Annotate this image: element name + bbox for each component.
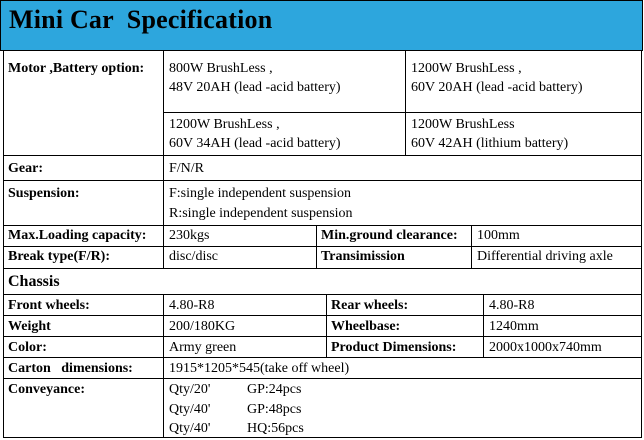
- ground-clearance-label: Min.ground clearance:: [321, 228, 458, 243]
- front-wheels-value: 4.80-R8: [169, 298, 215, 313]
- conveyance-capacity: GP:48pcs: [247, 402, 302, 417]
- rear-wheels-label: Rear wheels:: [331, 298, 409, 313]
- divider: [3, 294, 642, 295]
- conveyance-qty: Qty/40': [169, 402, 211, 417]
- motor-option-2-line2: 60V 20AH (lead -acid battery): [411, 80, 583, 95]
- color-value: Army green: [169, 340, 237, 355]
- divider: [316, 225, 317, 269]
- divider: [3, 246, 642, 247]
- suspension-label: Suspension:: [8, 186, 80, 201]
- wheelbase-label: Wheelbase:: [331, 319, 401, 334]
- motor-option-3-line1: 1200W BrushLess ,: [169, 117, 280, 132]
- ground-clearance-value: 100mm: [477, 228, 520, 243]
- suspension-front: F:single independent suspension: [169, 186, 351, 201]
- table-border-bottom: [3, 437, 642, 438]
- conveyance-qty: Qty/40': [169, 421, 211, 436]
- conveyance-capacity: GP:24pcs: [247, 382, 302, 397]
- product-dimensions-value: 2000x1000x740mm: [489, 340, 602, 355]
- divider: [163, 51, 164, 269]
- motor-option-3-line2: 60V 34AH (lead -acid battery): [169, 136, 341, 151]
- divider: [3, 180, 642, 181]
- table-border-left: [3, 51, 4, 438]
- divider: [3, 268, 642, 269]
- loading-capacity-label: Max.Loading capacity:: [8, 228, 147, 243]
- wheelbase-value: 1240mm: [489, 319, 539, 334]
- motor-option-4-line2: 60V 42AH (lithium battery): [411, 136, 569, 151]
- divider: [3, 225, 642, 226]
- chassis-heading: Chassis: [8, 273, 60, 290]
- gear-label: Gear:: [8, 161, 43, 176]
- gear-value: F/N/R: [169, 161, 205, 176]
- divider: [3, 378, 642, 379]
- motor-option-4-line1: 1200W BrushLess: [411, 117, 515, 132]
- divider: [3, 315, 642, 316]
- transmission-label: Transimission: [321, 249, 405, 264]
- divider: [405, 51, 406, 155]
- motor-label: Motor ,Battery option:: [8, 61, 145, 76]
- brake-type-value: disc/disc: [169, 249, 218, 264]
- table-border-right: [641, 51, 642, 438]
- divider: [471, 225, 472, 269]
- carton-dimensions-value: 1915*1205*545(take off wheel): [169, 361, 350, 376]
- color-label: Color:: [8, 340, 47, 355]
- conveyance-capacity: HQ:56pcs: [247, 421, 304, 436]
- weight-label: Weight: [8, 319, 51, 334]
- conveyance-label: Conveyance:: [8, 382, 85, 397]
- brake-type-label: Break type(F/R):: [8, 249, 110, 264]
- divider: [483, 294, 484, 357]
- rear-wheels-value: 4.80-R8: [489, 298, 535, 313]
- motor-option-1-line2: 48V 20AH (lead -acid battery): [169, 80, 341, 95]
- weight-value: 200/180KG: [169, 319, 236, 334]
- divider: [3, 155, 642, 156]
- conveyance-qty: Qty/20': [169, 382, 211, 397]
- page-title: Mini Car Specification: [9, 5, 273, 34]
- divider: [326, 294, 327, 357]
- motor-option-2-line1: 1200W BrushLess ,: [411, 61, 522, 76]
- suspension-rear: R:single independent suspension: [169, 206, 353, 221]
- divider: [163, 112, 642, 113]
- divider: [3, 357, 642, 358]
- front-wheels-label: Front wheels:: [8, 298, 90, 313]
- transmission-value: Differential driving axle: [477, 249, 613, 264]
- motor-option-1-line1: 800W BrushLess ,: [169, 61, 273, 76]
- loading-capacity-value: 230kgs: [169, 228, 210, 243]
- product-dimensions-label: Product Dimensions:: [331, 340, 457, 355]
- divider: [3, 336, 642, 337]
- title-banner: [0, 0, 643, 51]
- carton-dimensions-label: Carton dimensions:: [8, 361, 133, 376]
